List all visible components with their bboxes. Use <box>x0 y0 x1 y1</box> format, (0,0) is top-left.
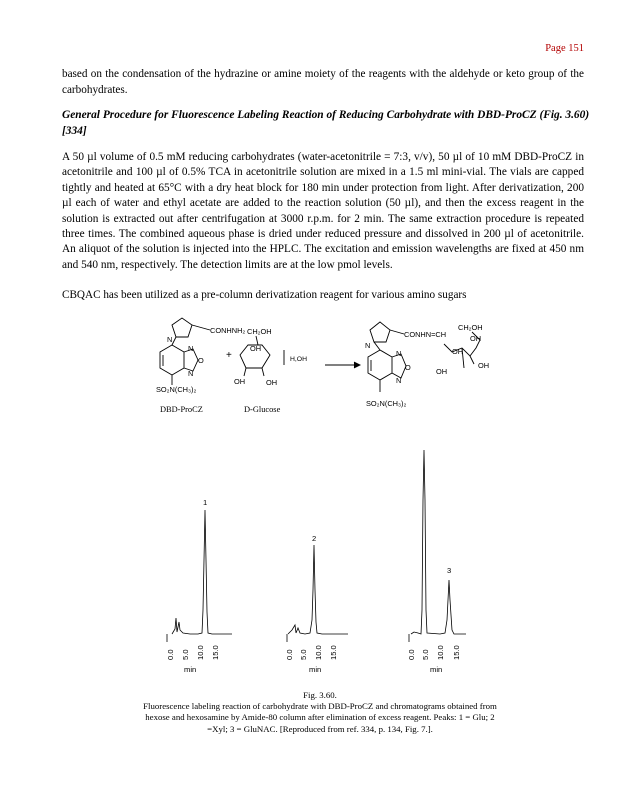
panel2-tick-10: 10.0 <box>314 645 323 660</box>
product-oxadiazole-o: O <box>405 363 411 372</box>
page-number: Page 151 <box>545 43 584 54</box>
panel3-tick-10: 10.0 <box>436 645 445 660</box>
panel1-tick-5: 5.0 <box>181 649 190 660</box>
cbqac-paragraph: CBQAC has been utilized as a pre-column derivatization reagent for various amino sugars <box>62 289 467 301</box>
product-oh-top-label: OH <box>470 334 482 343</box>
product-oxadiazole-n-top: N <box>396 349 402 358</box>
panel1-unit: min <box>184 665 197 674</box>
glucose-ring-oh-label: OH <box>250 344 262 353</box>
procedure-paragraph: A 50 µl volume of 0.5 mM reducing carbohydrates (water-acetonitrile = 7:3, v/v), 50 µl of 10 mM DBD-ProCZ in acetonitrile and 100 µl of 0.5% TCA in acetonitrile solution are mixed in a 1.5 ml mini-vial. The vials are capped tightly and heated at 65°C with a dry heat block for 180 min under protection from light. After derivatization, 200 µl each of water and ethyl acetate are added to the reaction solution (50 µl), and then the excess reagent in the solution is extracted out after centrifugation at 3000 r.p.m. for 2 min. The same extraction procedure is repeated three times. The combined aqueous phase is dried under reduced pressure and dissolved in 200 µl of acetonitrile. An aliquot of the solution is injected into the HPLC. The excitation and emission wavelengths are fixed at 450 nm and 540 nm, respectively. The detection limits are at the low pmol levels. <box>62 151 584 271</box>
figure-title: Fig. 3.60. <box>303 690 337 700</box>
section-heading: General Procedure for Fluorescence Labeling Reaction of Reducing Carbohydrate with DBD-ProCZ (Fig. 3.60) [334] <box>62 109 590 137</box>
product-oh-mid-label: OH <box>452 347 464 356</box>
panel3-tick-15: 15.0 <box>452 645 461 660</box>
panel2-unit: min <box>309 665 322 674</box>
oxadiazole-n-top-label: N <box>188 344 194 353</box>
oxadiazole-o-label: O <box>198 356 204 365</box>
chromatogram-trace-2 <box>288 545 348 634</box>
panel1-tick-15: 15.0 <box>211 645 220 660</box>
panel3-tick-5: 5.0 <box>421 649 430 660</box>
panel2-tick-0: 0.0 <box>285 649 294 660</box>
glucose-oh-left-label: OH <box>234 377 246 386</box>
glucose-ch2oh-label: CH₂OH <box>247 327 272 336</box>
panel2-tick-5: 5.0 <box>299 649 308 660</box>
oxadiazole-n-bottom-label: N <box>188 369 194 378</box>
product-oh-right-label: OH <box>478 361 490 370</box>
pyrrolidine-n-label: N <box>167 335 173 344</box>
plus-sign: + <box>226 350 232 361</box>
glucose-name-label: D-Glucose <box>244 405 281 414</box>
product-oxadiazole-n-bottom: N <box>396 376 402 385</box>
product-ch2oh-label: CH₂OH <box>458 323 483 332</box>
chromatogram-trace-3 <box>411 450 466 634</box>
figure-caption: Fluorescence labeling reaction of carbohydrate with DBD-ProCZ and chromatograms obtained from hexose and hexosamine by Amide-80 column after elimination of excess reagent. Peaks: 1 = Glu; 2 =Xyl; 3 = GluNAC. [Reproduced from ref. 334, p. 134, Fig. 7.]. <box>143 701 497 734</box>
sulfonyl-label: SO₂N(CH₃)₂ <box>156 385 197 394</box>
panel1-tick-10: 10.0 <box>196 645 205 660</box>
glucose-oh-right-label: OH <box>266 378 278 387</box>
panel1-tick-0: 0.0 <box>166 649 175 660</box>
product-sulfonyl-label: SO₂N(CH₃)₂ <box>366 399 407 408</box>
peak-label-3: 3 <box>447 566 452 575</box>
peak-label-2: 2 <box>312 534 317 543</box>
reagent-hydrazide-label: CONHNH₂ <box>210 326 246 335</box>
product-oh-bottom-label: OH <box>436 367 448 376</box>
panel3-tick-0: 0.0 <box>407 649 416 660</box>
panel3-unit: min <box>430 665 443 674</box>
paragraph-intro: based on the condensation of the hydrazine or amine moiety of the reagents with the aldehyde or keto group of the carbohydrates. <box>62 68 584 96</box>
reagent-name-label: DBD-ProCZ <box>160 405 203 414</box>
panel2-tick-15: 15.0 <box>329 645 338 660</box>
product-pyrrolidine-n-label: N <box>365 341 371 350</box>
product-hydrazone-label: CONHN=CH <box>404 330 447 339</box>
glucose-anomer-label: H,OH <box>290 356 307 363</box>
peak-label-1: 1 <box>203 498 208 507</box>
chromatogram-trace-1 <box>172 510 232 634</box>
